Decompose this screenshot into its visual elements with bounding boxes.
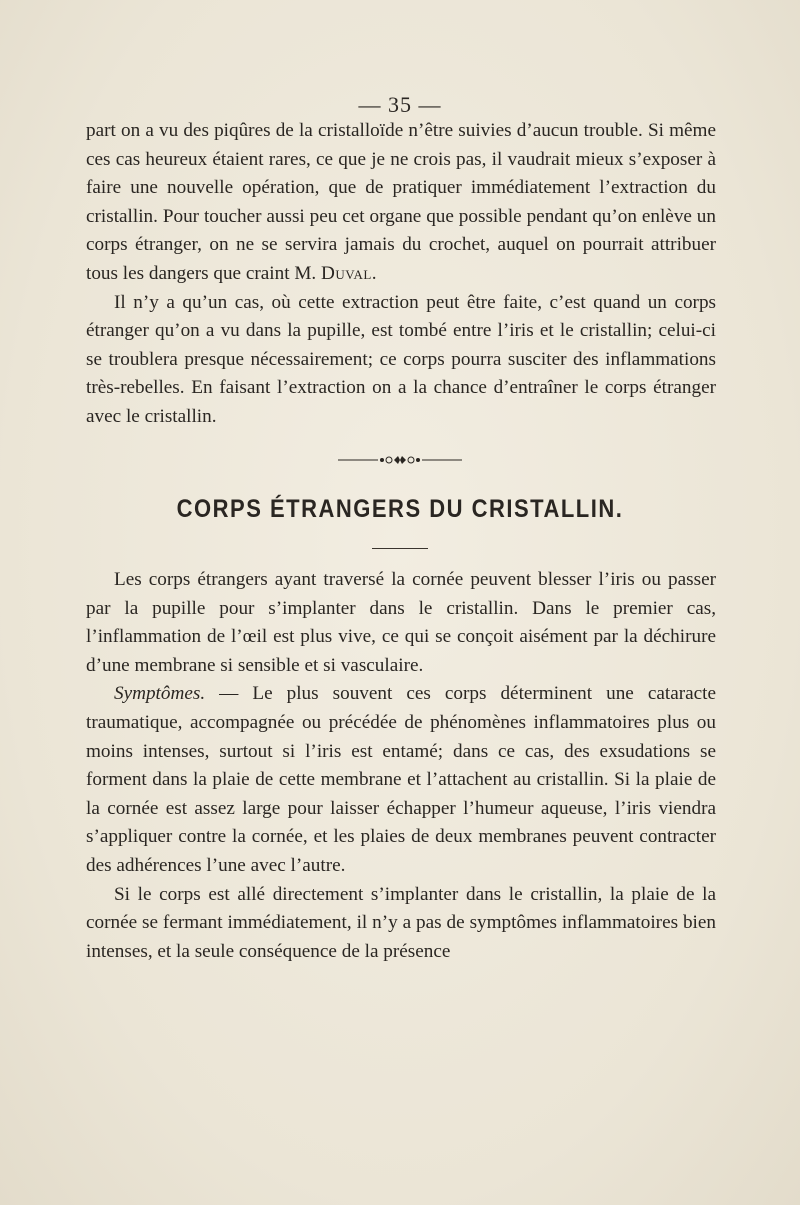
paragraph-symptoms — [86, 680, 716, 880]
section-heading: CORPS ÉTRANGERS DU CRISTALLIN. — [176, 494, 624, 523]
paragraph-text: part on a vu des piqûres de la cristalloïde n’être suivies d’aucun trouble. Si même ces cas heureux étaient rares, ce que je ne crois pas, il vaudrait mieux s’exposer à faire une nouvelle opération, que de pratiquer immédiatement l’extraction du cristallin. Pour toucher aussi peu cet organe que possible pendant qu’on enlève un corps étranger, on ne se servira jamais du crochet, auquel on pourrait attribuer tous les dangers que craint M. — [86, 120, 716, 284]
symptoms-label: Symptômes. — [114, 683, 206, 705]
paragraph-continuation — [86, 117, 716, 289]
paragraph: Il n’y a qu’un cas, où cette extraction peut être faite, c’est quand un corps étranger qu’on a vu dans la pupille, est tombé entre l’iris et le cristallin; celui-ci se troublera presque nécessairement; ce corps pourra susciter des inflammations très-rebelles. En faisant l’extraction on a la chance d’entraîner le corps étranger avec le cristallin. — [86, 291, 716, 427]
heading-rule — [372, 548, 428, 549]
text-block-bottom — [86, 566, 716, 966]
author-name: Duval — [321, 262, 372, 284]
paragraph-text: — Le plus souvent ces corps déterminent une cataracte traumatique, accompagnée ou précédée de phénomènes inflammatoires plus ou moins intenses, surtout si l’iris est entamé; dans ce cas, des exsudations se forment dans la plaie de cette membrane et l’attachent au cristallin. Si la plaie de la cornée est assez large pour laisser échapper l’humeur aqueuse, l’iris viendra s’appliquer contre la cornée, et les plaies de deux membranes peuvent contracter des adhérences l’une avec l’autre. — [86, 683, 716, 876]
page-number: — 35 — — [358, 92, 442, 117]
text-block-top — [86, 117, 716, 432]
paragraph: Les corps étrangers ayant traversé la cornée peuvent blesser l’iris ou passer par la pupille pour s’implanter dans le cristallin. Dans le premier cas, l’inflammation de l’œil est plus vive, ce qui se conçoit aisément par la déchirure d’une membrane si sensible et si vasculaire. — [86, 569, 716, 676]
paragraph: Si le corps est allé directement s’implanter dans le cristallin, la plaie de la cornée se fermant immédiatement, il n’y a pas de symptômes inflammatoires bien intenses, et la seule conséquence de la présence — [86, 883, 716, 962]
paragraph-end: . — [371, 262, 377, 284]
ornament-divider — [338, 453, 462, 467]
